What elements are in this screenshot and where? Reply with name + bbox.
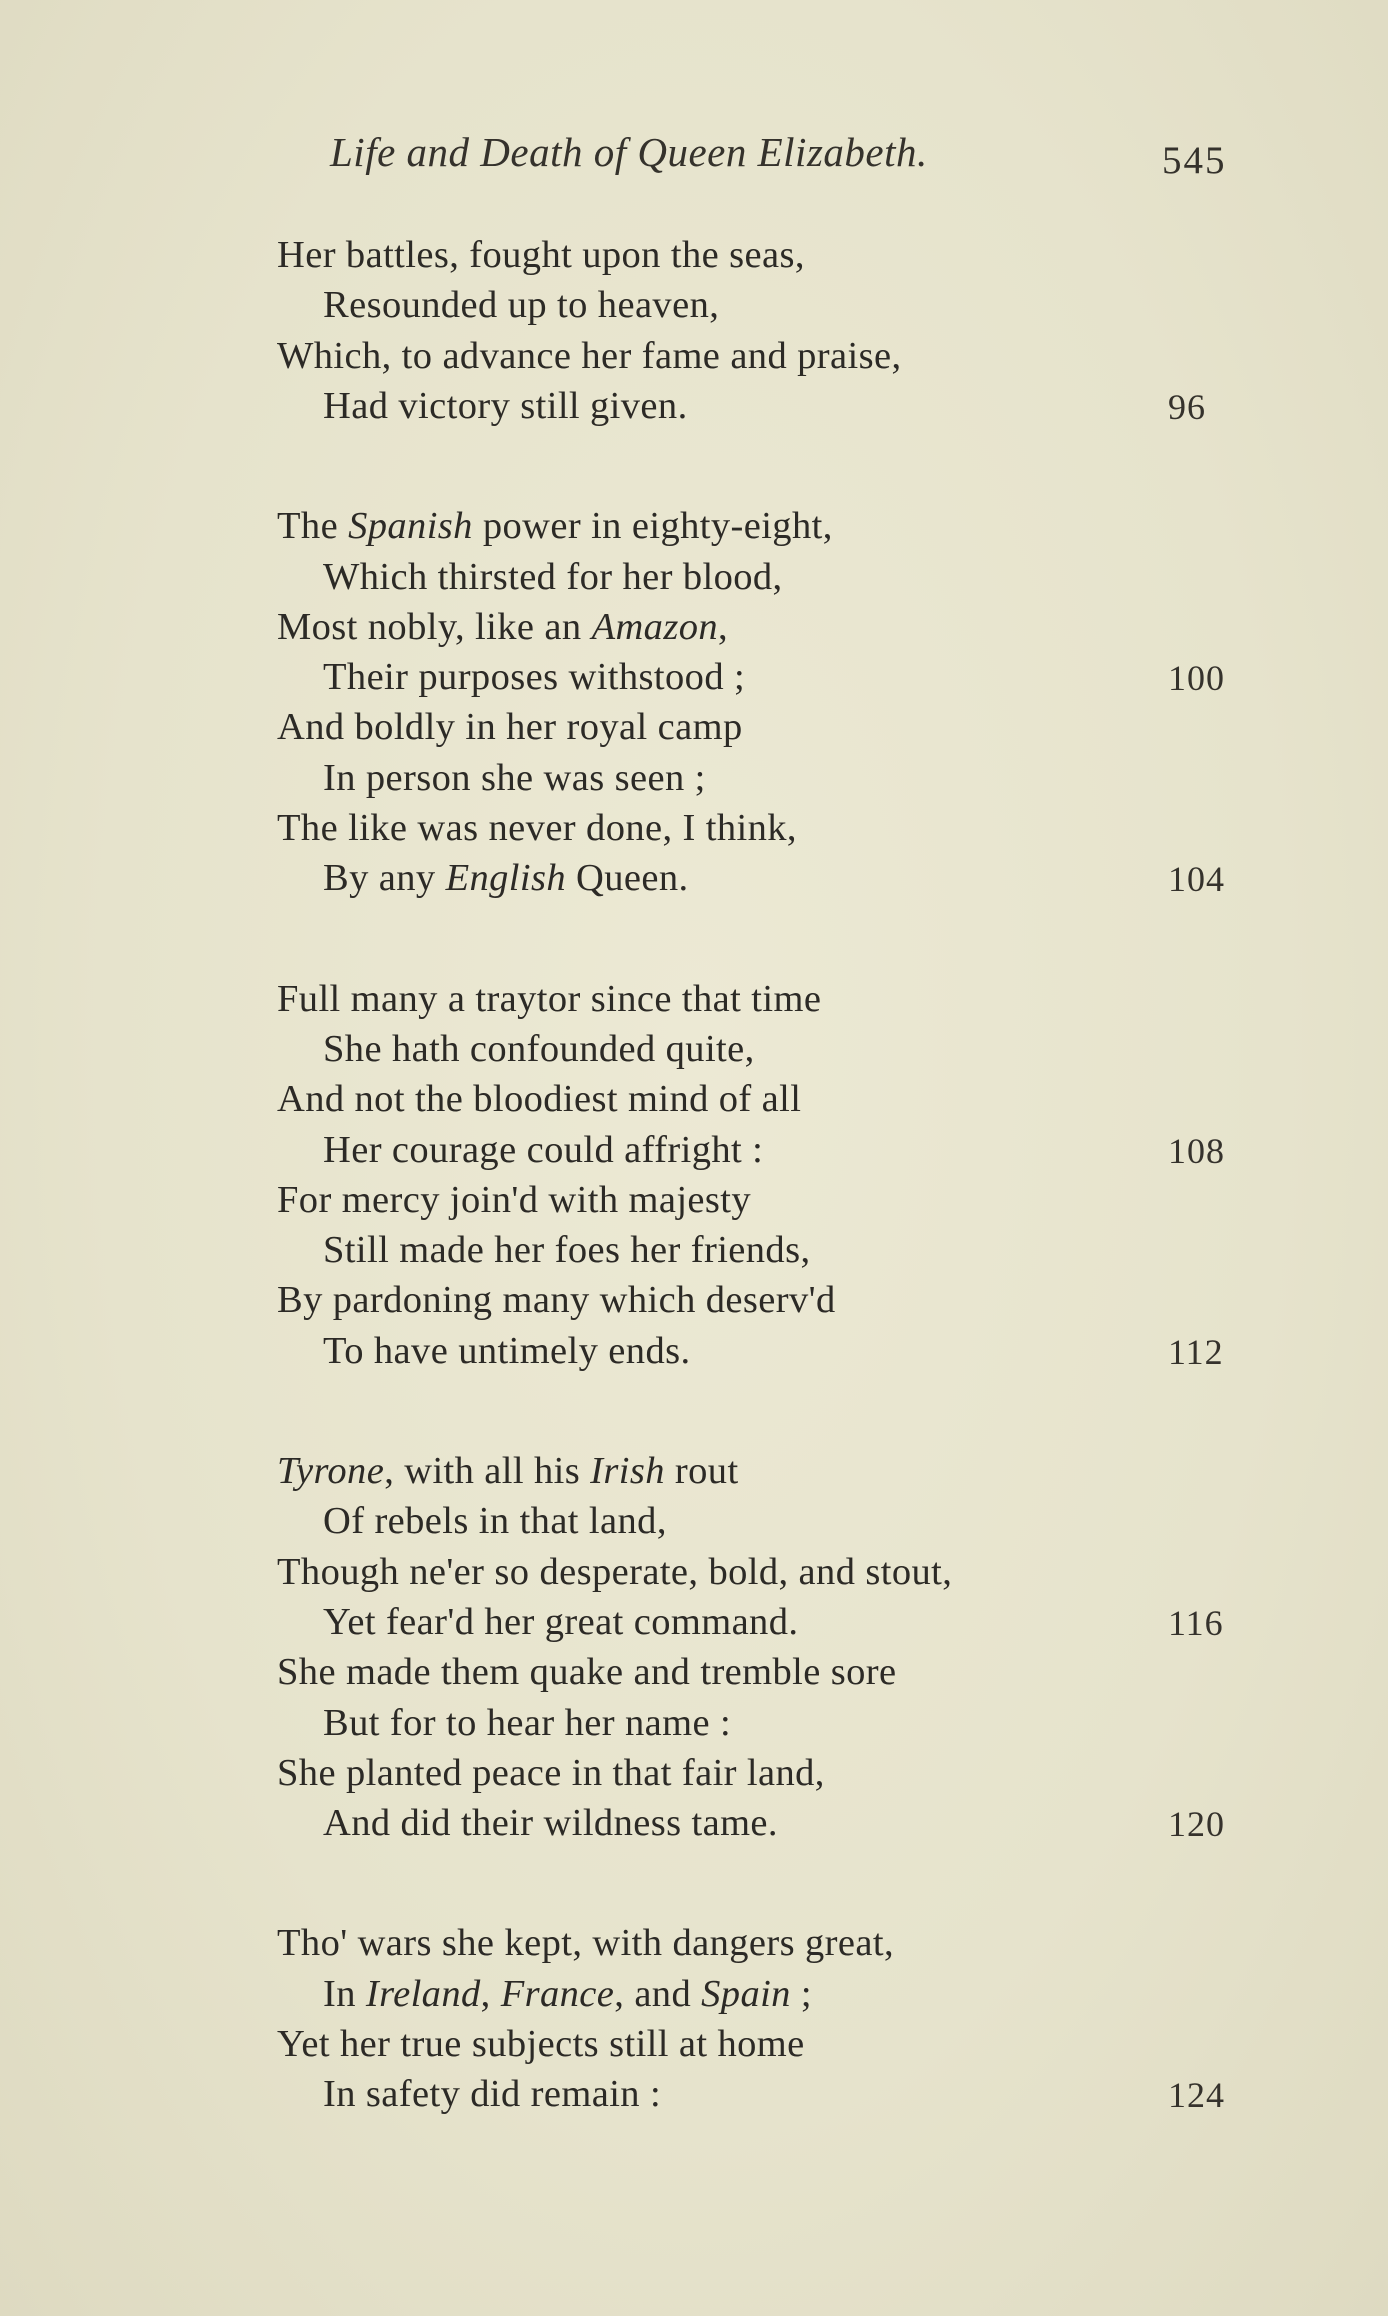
verse-text: Tho' wars she kept, with dangers great, [277,1922,894,1965]
verse-line [323,286,719,325]
verse-line [323,1502,667,1541]
verse-text: To have untimely ends. [323,1329,691,1372]
verse-line [277,1080,801,1119]
verse-text: Though ne'er so desperate, bold, and stout, [277,1550,953,1593]
verse-text: Their purposes withstood ; [323,656,746,699]
verse-text: In safety did remain : [323,2073,662,2116]
verse-text: Still made her foes her friends, [323,1229,811,1272]
verse-text: Yet her true subjects still at home [277,2023,805,2065]
verse-line [323,756,706,799]
verse-text: By any [323,857,446,900]
line-number: 96 [1168,386,1206,427]
verse-line [323,1701,732,1744]
verse-text: ; [790,1972,812,2015]
verse-line [277,1281,836,1320]
verse-line [323,2075,661,2114]
italic-text: Spanish [348,505,473,548]
verse-text: Full many a traytor since that time [277,977,822,1020]
verse-line [277,1550,953,1593]
verse-text: power in eighty-eight, [472,505,833,548]
italic-text: Tyrone [277,1450,385,1492]
verse-text: Her battles, fought upon the seas, [277,234,805,276]
verse-line [277,1653,897,1692]
verse-text: Her courage could affright : [323,1128,764,1171]
verse-line [323,555,783,598]
verse-text: Most nobly, like an [277,605,592,648]
verse-text: , with all his [384,1450,591,1492]
verse-line [277,2025,805,2064]
verse-line [323,1128,764,1171]
verse-line [323,1027,755,1070]
italic-text: Spain [701,1972,791,2015]
verse-text: But for to hear her name : [323,1701,732,1744]
page-number: 545 [1162,139,1227,182]
verse-line [323,1231,811,1270]
verse-line [277,708,743,747]
line-number: 112 [1168,1331,1224,1372]
italic-text: Amazon [591,605,719,648]
italic-text: Ireland [365,1972,481,2015]
line-number: 108 [1168,1130,1225,1171]
verse-text: Which thirsted for her blood, [323,555,783,598]
verse-text: Of rebels in that land, [323,1500,667,1543]
verse-text: Had victory still given. [323,384,688,427]
verse-text: rout [664,1450,739,1492]
verse-text: Which, to advance her fame and praise, [277,334,902,377]
verse-line [323,1600,799,1643]
verse-text: In [323,1972,366,2015]
line-number: 104 [1168,859,1225,900]
line-number: 100 [1168,658,1225,699]
verse-text: By pardoning many which deserv'd [277,1279,836,1322]
verse-text: , and [614,1972,702,2015]
verse-line [323,1804,778,1843]
verse-line [277,977,822,1020]
verse-text: , [718,605,729,648]
running-title: Life and Death of Queen Elizabeth. [330,129,928,175]
verse-text: , [480,1972,501,2015]
verse-line [277,1751,825,1794]
verse-text: Yet fear'd her great command. [323,1600,799,1643]
italic-text: English [445,857,567,900]
verse-text: In person she was seen ; [323,756,706,799]
verse-text: And not the bloodiest mind of all [277,1078,802,1121]
italic-text: France [500,1972,615,2015]
line-number: 124 [1168,2075,1225,2116]
verse-text: And did their wildness tame. [323,1802,778,1845]
verse-text: The like was never done, I think, [277,807,797,849]
verse-line [277,1452,739,1491]
verse-line [277,334,902,377]
verse-line [277,809,797,848]
verse-text: She planted peace in that fair land, [277,1751,825,1794]
italic-text: Irish [590,1450,665,1492]
verse-text: For mercy join'd with majesty [277,1178,752,1221]
verse-line [323,859,689,898]
verse-text: The [277,505,349,548]
verse-line [323,1329,691,1372]
verse-line [323,658,745,697]
line-number: 120 [1168,1804,1225,1845]
verse-line [277,1924,894,1963]
verse-line [323,1972,812,2015]
verse-line [277,236,805,275]
verse-line [323,384,688,427]
verse-text: Resounded up to heaven, [323,284,720,327]
verse-text: And boldly in her royal camp [277,706,743,749]
verse-text: She made them quake and tremble sore [277,1651,897,1694]
verse-line [277,507,833,546]
line-number: 116 [1168,1602,1224,1643]
verse-text: Queen. [566,857,689,900]
verse-line [277,1178,752,1221]
verse-text: She hath confounded quite, [323,1027,755,1070]
verse-line [277,605,729,648]
